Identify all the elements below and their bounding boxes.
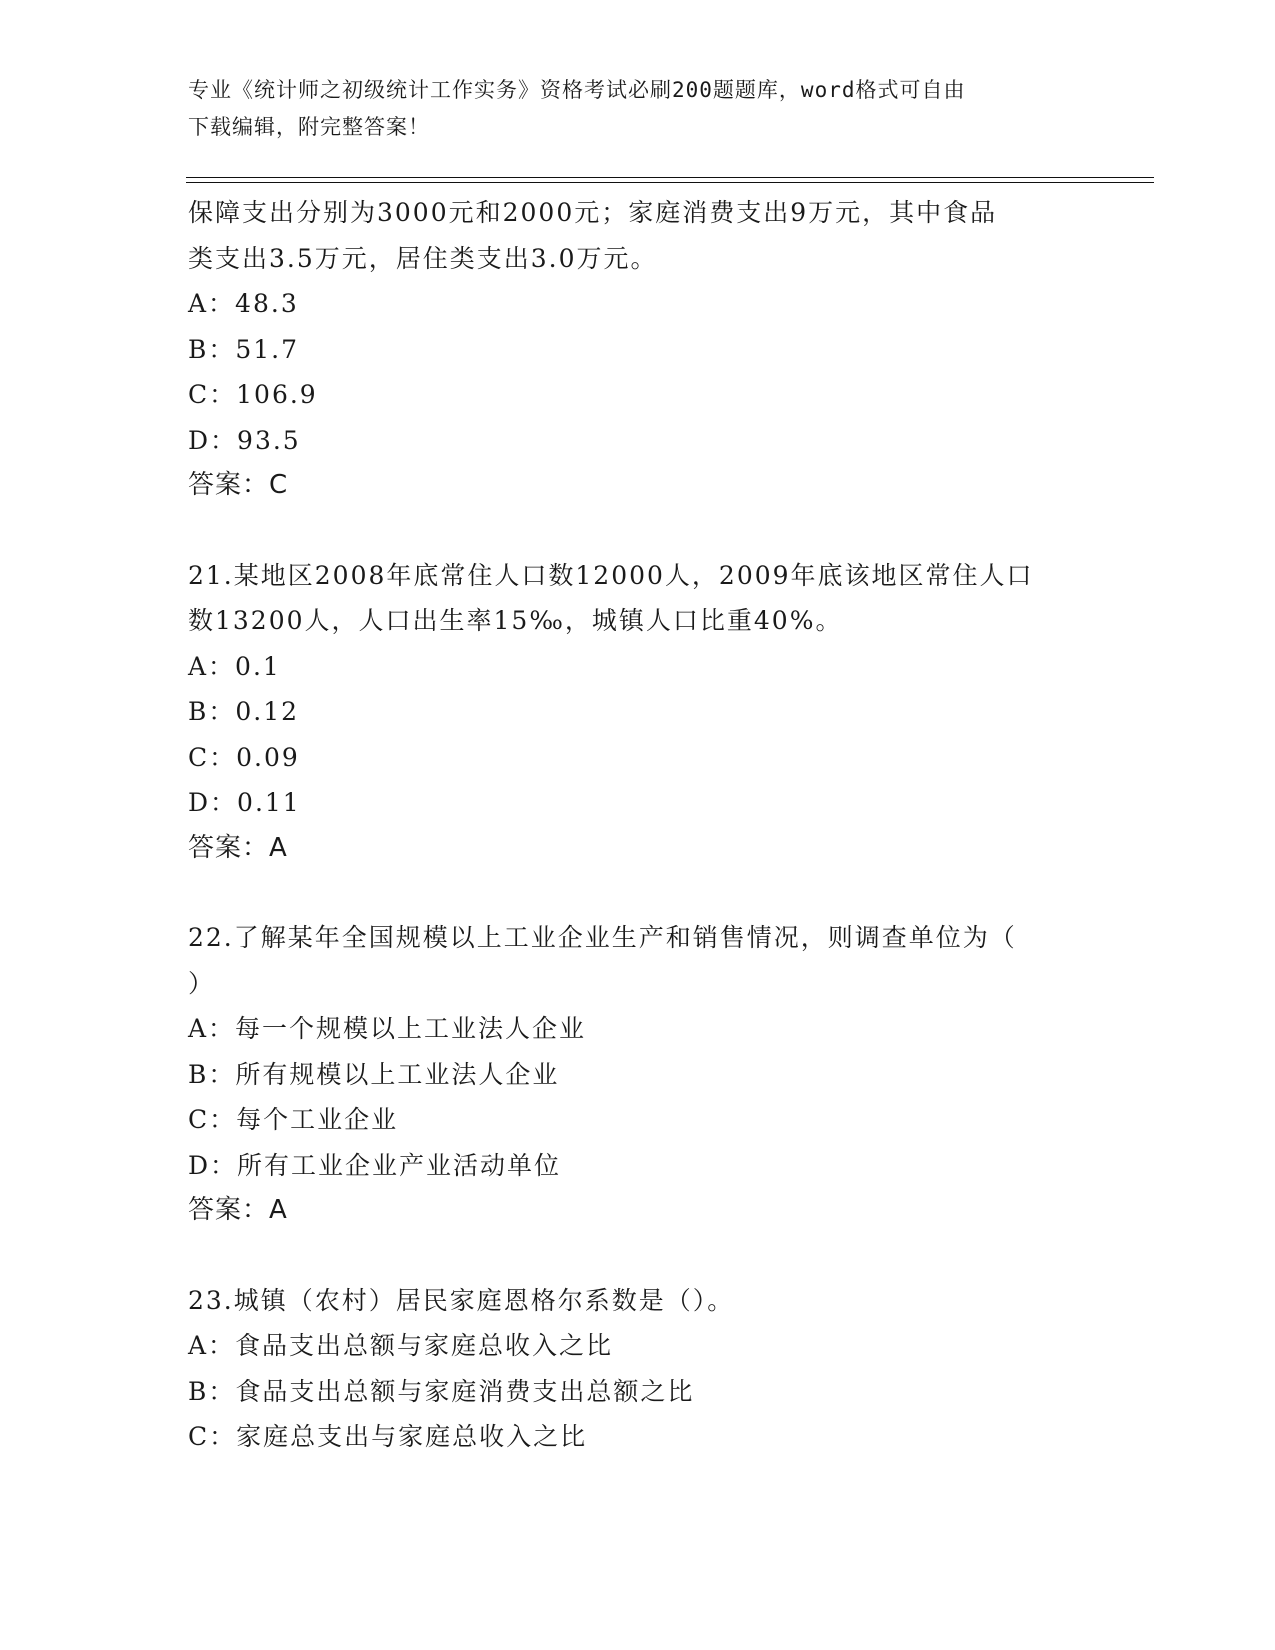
option-a: A：食品支出总额与家庭总收入之比 xyxy=(188,1331,614,1360)
option-d: D：0.11 xyxy=(188,788,301,817)
header-line-2: 下载编辑，附完整答案！ xyxy=(188,115,430,139)
question-20 xyxy=(188,190,1088,509)
option-c: C：106.9 xyxy=(188,380,318,409)
question-spacer xyxy=(188,871,1088,915)
option-b: B：食品支出总额与家庭消费支出总额之比 xyxy=(188,1376,695,1406)
question-22 xyxy=(188,915,1088,1234)
question-stem-line: 保障支出分别为3000元和2000元；家庭消费支出9万元，其中食品 xyxy=(188,198,998,227)
question-stem-line: 22.了解某年全国规模以上工业企业生产和销售情况，则调查单位为（ xyxy=(188,923,1017,952)
question-stem-line: 数13200人，人口出生率15‰，城镇人口比重40%。 xyxy=(188,606,843,635)
question-21 xyxy=(188,553,1088,872)
header-divider-top xyxy=(186,177,1154,178)
header-divider-bottom xyxy=(186,182,1154,183)
answer-line: 答案：A xyxy=(188,1195,288,1225)
option-c: C：家庭总支出与家庭总收入之比 xyxy=(188,1422,588,1451)
option-a: A：48.3 xyxy=(188,289,299,318)
option-b: B：0.12 xyxy=(188,697,300,726)
option-c: C：每个工业企业 xyxy=(188,1105,399,1134)
option-d: D：93.5 xyxy=(188,425,301,455)
option-b: B：所有规模以上工业法人企业 xyxy=(188,1059,560,1089)
option-d: D：所有工业企业产业活动单位 xyxy=(188,1150,562,1180)
question-stem-line: 23.城镇（农村）居民家庭恩格尔系数是（）。 xyxy=(188,1285,735,1315)
page-header xyxy=(188,72,1068,146)
question-spacer xyxy=(188,1234,1088,1278)
option-b: B：51.7 xyxy=(188,334,300,364)
question-stem-line: ） xyxy=(188,968,216,998)
option-a: A：0.1 xyxy=(188,651,281,681)
answer-line: 答案：A xyxy=(188,832,288,863)
question-stem-line: 21.某地区2008年底常住人口数12000人，2009年底该地区常住人口 xyxy=(188,560,1034,590)
option-c: C：0.09 xyxy=(188,742,300,772)
question-list xyxy=(188,190,1088,1460)
question-spacer xyxy=(188,509,1088,553)
question-stem-line: 类支出3.5万元，居住类支出3.0万元。 xyxy=(188,243,658,273)
answer-line: 答案：C xyxy=(188,470,289,500)
header-line-1: 专业《统计师之初级统计工作实务》资格考试必刷200题题库，word格式可自由 xyxy=(188,78,966,102)
question-23 xyxy=(188,1278,1088,1460)
option-a: A：每一个规模以上工业法人企业 xyxy=(188,1014,587,1043)
